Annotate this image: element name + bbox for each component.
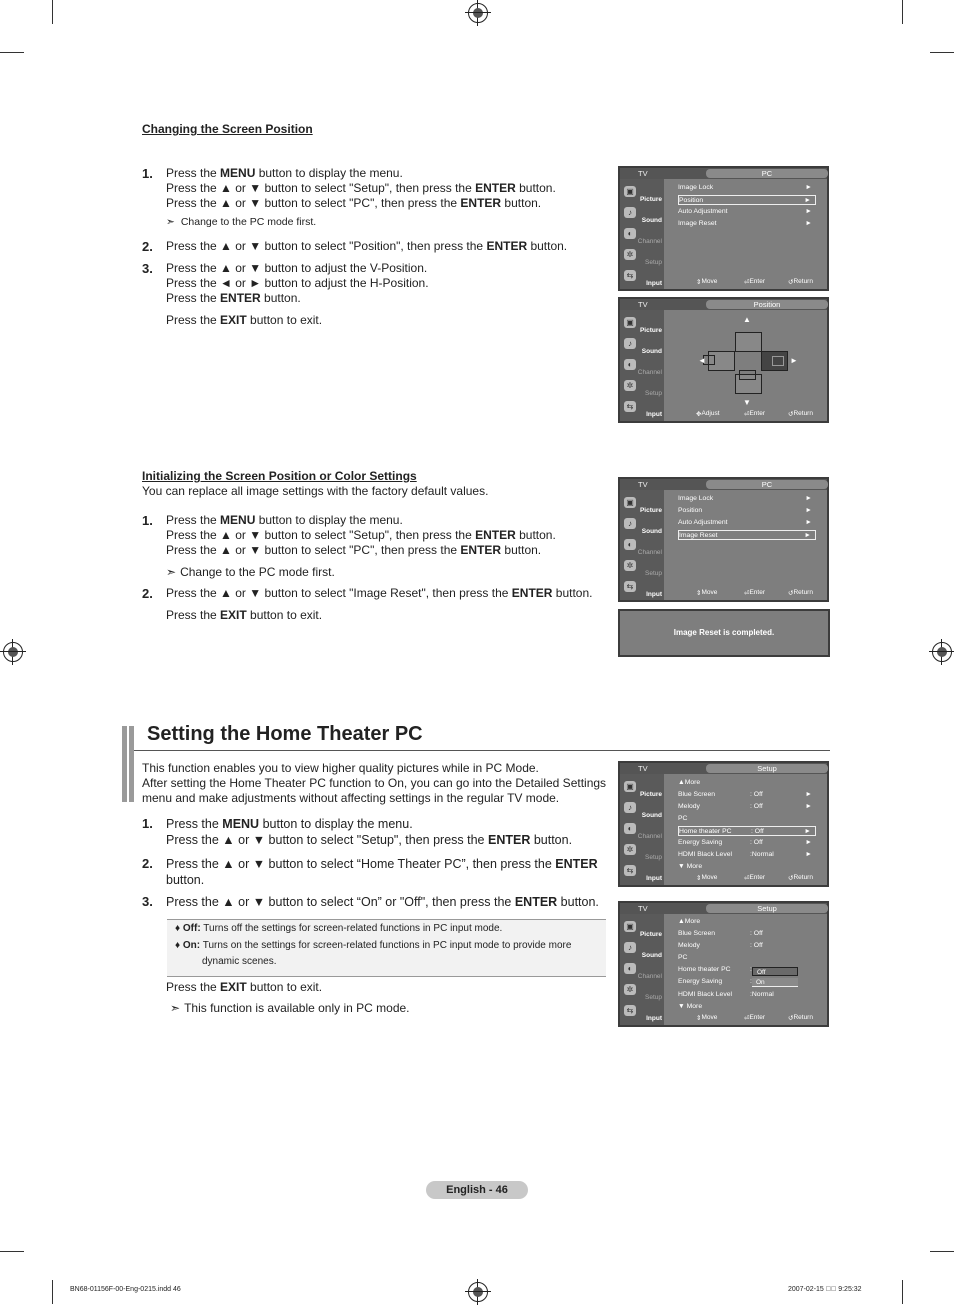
step-line: button.: [166, 873, 205, 887]
osd-sidebar-sound: ♪ Sound: [622, 801, 664, 820]
step-number: 1.: [142, 166, 153, 181]
osd-menu-item-selected: Position ►: [678, 195, 816, 205]
crop-mark: [902, 0, 903, 24]
note-text: This function is available only in PC mode.: [184, 1001, 410, 1015]
arrow-up-icon: ▲: [743, 315, 751, 324]
step: [142, 239, 612, 254]
channel-icon: ◐: [624, 963, 636, 974]
picture-icon: ▣: [624, 497, 636, 508]
osd-menu-item: PC: [678, 815, 688, 822]
note-text: Change to the PC mode first.: [180, 565, 335, 579]
page-number: English - 46: [426, 1181, 528, 1199]
osd-title: Position: [706, 300, 828, 309]
exit-line: Press the EXIT button to exit.: [166, 980, 323, 994]
osd-menu-item-selected: Home theater PC : Off ►: [678, 826, 816, 836]
gear-icon: ✲: [624, 984, 636, 995]
registration-mark-icon: [468, 3, 488, 23]
osd-menu-item: Melody : Off: [678, 942, 763, 949]
osd-tv-label: TV: [638, 764, 648, 773]
osd-menu-item: Blue Screen : Off ►: [678, 791, 812, 798]
crop-mark: [0, 1251, 24, 1252]
step-number: 2.: [142, 586, 153, 601]
registration-mark-icon: [3, 642, 23, 662]
intro-line: menu and make adjustments without affecting settings in the regular TV mode.: [142, 791, 560, 805]
osd-sidebar-setup: ✲ Setup: [622, 379, 664, 398]
osd-menu-item: Melody : Off ►: [678, 803, 812, 810]
intro-line: This function enables you to view higher quality pictures while in PC Mode.: [142, 761, 539, 775]
arrow-right-icon: ►: [790, 356, 798, 365]
picture-icon: ▣: [624, 317, 636, 328]
step-line: Press the ▲ or ▼ button to select “Home Theater PC”, then press the ENTER: [166, 857, 598, 871]
osd-menu-item: Image Lock ►: [678, 184, 812, 191]
step-number: 2.: [142, 239, 153, 254]
sound-icon: ♪: [624, 942, 636, 953]
arrow-down-icon: ▼: [743, 398, 751, 407]
osd-menu-item: ▼ More: [678, 863, 703, 870]
step: [142, 513, 612, 580]
osd-menu-item: Home theater PC :: [678, 966, 752, 973]
step-line: Press the ▲ or ▼ button to adjust the V-Position.: [166, 261, 428, 275]
option-item: ♦ Off: Turns off the settings for screen-related functions in PC input mode.: [175, 923, 503, 934]
channel-icon: ◐: [624, 359, 636, 370]
osd-sidebar-picture: ▣ Picture: [622, 496, 664, 515]
section-intro: You can replace all image settings with the factory default values.: [142, 484, 489, 498]
step-line: Press the MENU button to display the menu.: [166, 817, 413, 831]
osd-sidebar-setup: ✲ Setup: [622, 843, 664, 862]
osd-sidebar-channel: ◐ Channel: [622, 538, 664, 557]
osd-setup-menu-dropdown: [618, 901, 829, 1027]
section-intro: [142, 761, 606, 806]
step: [142, 816, 612, 848]
note-arrow-icon: ➣: [170, 1001, 181, 1015]
step-number: 3.: [142, 894, 153, 909]
osd-menu-item: Auto Adjustment ►: [678, 208, 812, 215]
osd-pc-menu: [618, 477, 829, 602]
osd-sidebar-setup: ✲ Setup: [622, 983, 664, 1002]
crop-mark: [902, 1280, 903, 1304]
osd-sidebar-setup: ✲ Setup: [622, 248, 664, 267]
osd-pc-menu: [618, 166, 829, 291]
position-box-right: [761, 351, 788, 371]
step-line: Press the ▲ or ▼ button to select “On” or "Off", then press the ENTER button.: [166, 895, 599, 909]
osd-sidebar-channel: ◐ Channel: [622, 822, 664, 841]
step-number: 1.: [142, 816, 153, 831]
option-item-continued: dynamic scenes.: [202, 956, 277, 967]
note-arrow-icon: ➣: [166, 216, 175, 228]
sound-icon: ♪: [624, 338, 636, 349]
sound-icon: ♪: [624, 207, 636, 218]
note-arrow-icon: ➣: [166, 565, 177, 579]
crop-mark: [52, 1280, 53, 1304]
arrow-left-icon: ◄: [698, 356, 706, 365]
osd-menu-item: Image Reset ►: [678, 220, 812, 227]
position-box-left: [708, 351, 735, 371]
osd-sidebar-picture: ▣ Picture: [622, 185, 664, 204]
osd-footer: ⇕ Move ⏎ Enter ↺ Return: [696, 278, 813, 286]
osd-menu-item-selected: Image Reset ►: [678, 530, 816, 540]
osd-sidebar-sound: ♪ Sound: [622, 941, 664, 960]
osd-footer: ⇕ Move ⏎ Enter ↺ Return: [696, 874, 813, 882]
section-title: Changing the Screen Position: [142, 122, 313, 136]
osd-tv-label: TV: [638, 169, 648, 178]
channel-icon: ◐: [624, 823, 636, 834]
step: [142, 261, 612, 328]
option-list: [167, 919, 606, 977]
input-icon: ⇆: [624, 401, 636, 412]
step-line: Press the MENU button to display the menu.: [166, 166, 403, 180]
step-number: 1.: [142, 513, 153, 528]
option-item: ♦ On: Turns on the settings for screen-related functions in PC input mode to provide more: [175, 940, 572, 951]
position-box-top: [735, 332, 762, 352]
step: [142, 894, 612, 910]
osd-sidebar-channel: ◐ Channel: [622, 227, 664, 246]
sound-icon: ♪: [624, 518, 636, 529]
crop-mark: [930, 1251, 954, 1252]
step-number: 3.: [142, 261, 153, 276]
osd-title: Setup: [706, 904, 828, 913]
registration-mark-icon: [468, 1282, 488, 1302]
osd-menu-item: HDMI Black Level :Normal ►: [678, 851, 812, 858]
input-icon: ⇆: [624, 865, 636, 876]
osd-title: PC: [706, 169, 828, 178]
osd-tv-label: TV: [638, 480, 648, 489]
title-rule: [134, 750, 830, 751]
osd-setup-menu: [618, 761, 829, 887]
osd-menu-item: ▼ More: [678, 1003, 703, 1010]
dropdown-option-off[interactable]: Off: [752, 967, 798, 976]
osd-sidebar-sound: ♪ Sound: [622, 206, 664, 225]
osd-position: [618, 297, 829, 423]
crop-mark: [0, 52, 24, 53]
osd-menu-item: Blue Screen : Off: [678, 930, 763, 937]
osd-sidebar-channel: ◐ Channel: [622, 358, 664, 377]
channel-icon: ◐: [624, 539, 636, 550]
osd-footer: ✥ Adjust ⏎ Enter ↺ Return: [696, 410, 813, 418]
position-box-bottom: [735, 374, 762, 394]
osd-sidebar-input: ⇆ Input: [622, 400, 664, 419]
osd-tv-label: TV: [638, 300, 648, 309]
osd-title: Setup: [706, 764, 828, 773]
osd-sidebar-input: ⇆ Input: [622, 580, 664, 599]
step: [142, 586, 612, 623]
osd-menu-item: PC: [678, 954, 688, 961]
gear-icon: ✲: [624, 380, 636, 391]
osd-menu-item: Energy Saving : Off ►: [678, 839, 812, 846]
step-line: Press the ▲ or ▼ button to select "Setup", then press the ENTER button.: [166, 833, 573, 847]
intro-line: After setting the Home Theater PC function to On, you can go into the Detailed Settings: [142, 776, 607, 790]
step-line: Press the ▲ or ▼ button to select "Setup", then press the ENTER button.: [166, 528, 556, 542]
print-timestamp: 2007-02-15 ￿￿ 9:25:32: [788, 1286, 862, 1293]
page-title: Setting the Home Theater PC: [147, 723, 423, 745]
picture-icon: ▣: [624, 186, 636, 197]
step-line: Press the ENTER button.: [166, 291, 301, 305]
osd-sidebar-channel: ◐ Channel: [622, 962, 664, 981]
step-line: Press the ▲ or ▼ button to select "Position", then press the ENTER button.: [166, 239, 568, 253]
picture-icon: ▣: [624, 781, 636, 792]
osd-footer: ⇕ Move ⏎ Enter ↺ Return: [696, 589, 813, 597]
note: [166, 565, 612, 580]
gear-icon: ✲: [624, 844, 636, 855]
osd-menu-item: ▲More: [678, 918, 701, 925]
heading-bar: [129, 726, 134, 802]
osd-title: PC: [706, 480, 828, 489]
osd-sidebar-picture: ▣ Picture: [622, 920, 664, 939]
osd-menu-item: Auto Adjustment ►: [678, 519, 812, 526]
picture-icon: ▣: [624, 921, 636, 932]
osd-sidebar-input: ⇆ Input: [622, 269, 664, 288]
dropdown-option-on[interactable]: On: [752, 978, 798, 987]
osd-sidebar-setup: ✲ Setup: [622, 559, 664, 578]
crop-mark: [930, 52, 954, 53]
channel-icon: ◐: [624, 228, 636, 239]
osd-menu-item: Image Lock ►: [678, 495, 812, 502]
note: [170, 1001, 410, 1016]
osd-sidebar-input: ⇆ Input: [622, 864, 664, 883]
gear-icon: ✲: [624, 249, 636, 260]
osd-menu-item: ▲More: [678, 779, 701, 786]
osd-tv-label: TV: [638, 904, 648, 913]
step-line: Press the ▲ or ▼ button to select "PC", then press the ENTER button.: [166, 196, 542, 210]
osd-menu-item: HDMI Black Level :Normal: [678, 991, 774, 998]
step: [142, 856, 612, 888]
step-line: Press the ▲ or ▼ button to select "PC", then press the ENTER button.: [166, 543, 542, 557]
step-number: 2.: [142, 856, 153, 871]
osd-sidebar-picture: ▣ Picture: [622, 316, 664, 335]
exit-line: Press the EXIT button to exit.: [166, 313, 323, 327]
osd-sidebar-input: ⇆ Input: [622, 1004, 664, 1023]
osd-footer: ⇕ Move ⏎ Enter ↺ Return: [696, 1014, 813, 1022]
note-text: Change to the PC mode first.: [180, 216, 317, 228]
osd-sidebar-picture: ▣ Picture: [622, 780, 664, 799]
crop-mark: [52, 0, 53, 24]
section-title: Initializing the Screen Position or Color Settings: [142, 469, 417, 483]
note: [166, 215, 612, 230]
input-icon: ⇆: [624, 1005, 636, 1016]
step-line: Press the ▲ or ▼ button to select "Setup", then press the ENTER button.: [166, 181, 556, 195]
step-line: Press the ▲ or ▼ button to select "Image Reset", then press the ENTER button.: [166, 586, 593, 600]
step-line: Press the ◄ or ► button to adjust the H-Position.: [166, 276, 429, 290]
heading-bar: [122, 726, 127, 802]
osd-menu-item: Energy Saving :: [678, 978, 752, 985]
registration-mark-icon: [932, 642, 952, 662]
osd-sidebar-sound: ♪ Sound: [622, 337, 664, 356]
step: [142, 166, 612, 230]
sound-icon: ♪: [624, 802, 636, 813]
input-icon: ⇆: [624, 270, 636, 281]
gear-icon: ✲: [624, 560, 636, 571]
osd-message: Image Reset is completed.: [618, 609, 830, 657]
step-line: Press the MENU button to display the menu.: [166, 513, 403, 527]
file-info: BN68-01156F-00-Eng-0215.indd 46: [70, 1286, 181, 1293]
osd-menu-item: Position ►: [678, 507, 812, 514]
exit-line: Press the EXIT button to exit.: [166, 608, 323, 622]
input-icon: ⇆: [624, 581, 636, 592]
osd-sidebar-sound: ♪ Sound: [622, 517, 664, 536]
